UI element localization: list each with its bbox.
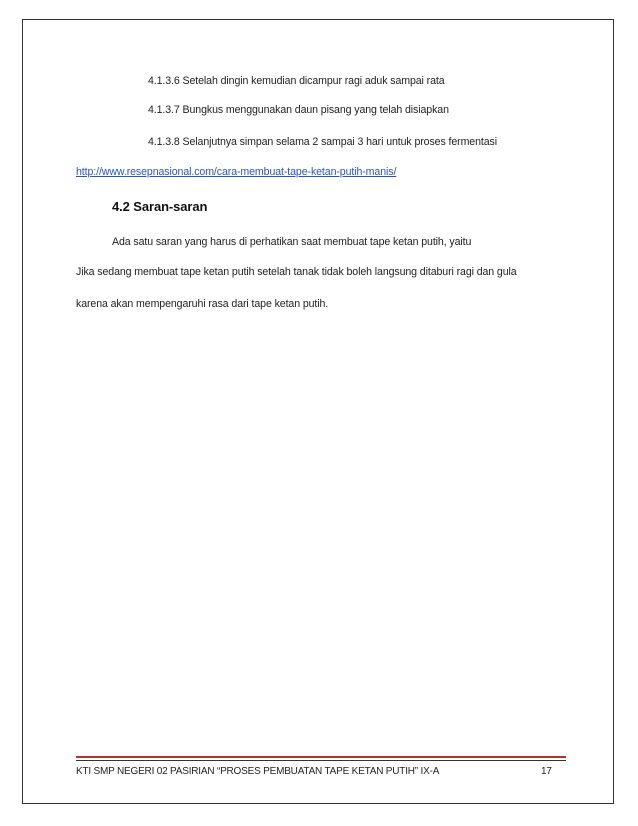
paragraph-line-3: karena akan mempengaruhi rasa dari tape ketan putih. xyxy=(76,298,329,310)
step-4-1-3-7: 4.1.3.7 Bungkus menggunakan daun pisang yang telah disiapkan xyxy=(148,104,449,116)
step-4-1-3-6: 4.1.3.6 Setelah dingin kemudian dicampur ragi aduk sampai rata xyxy=(148,75,445,87)
section-heading: 4.2 Saran-saran xyxy=(112,199,208,214)
footer-title: KTI SMP NEGERI 02 PASIRIAN “PROSES PEMBUATAN TAPE KETAN PUTIH” IX-A xyxy=(76,766,440,777)
step-4-1-3-8: 4.1.3.8 Selanjutnya simpan selama 2 sampai 3 hari untuk proses fermentasi xyxy=(148,136,497,148)
source-link[interactable]: http://www.resepnasional.com/cara-membuat-tape-ketan-putih-manis/ xyxy=(76,166,397,178)
footer-rule-thin xyxy=(76,760,566,761)
paragraph-line-1: Ada satu saran yang harus di perhatikan saat membuat tape ketan putih, yaitu xyxy=(112,236,472,248)
paragraph-line-2: Jika sedang membuat tape ketan putih setelah tanak tidak boleh langsung ditaburi ragi dan gula xyxy=(76,266,517,278)
footer-rule xyxy=(76,756,566,758)
page-number: 17 xyxy=(541,766,552,777)
